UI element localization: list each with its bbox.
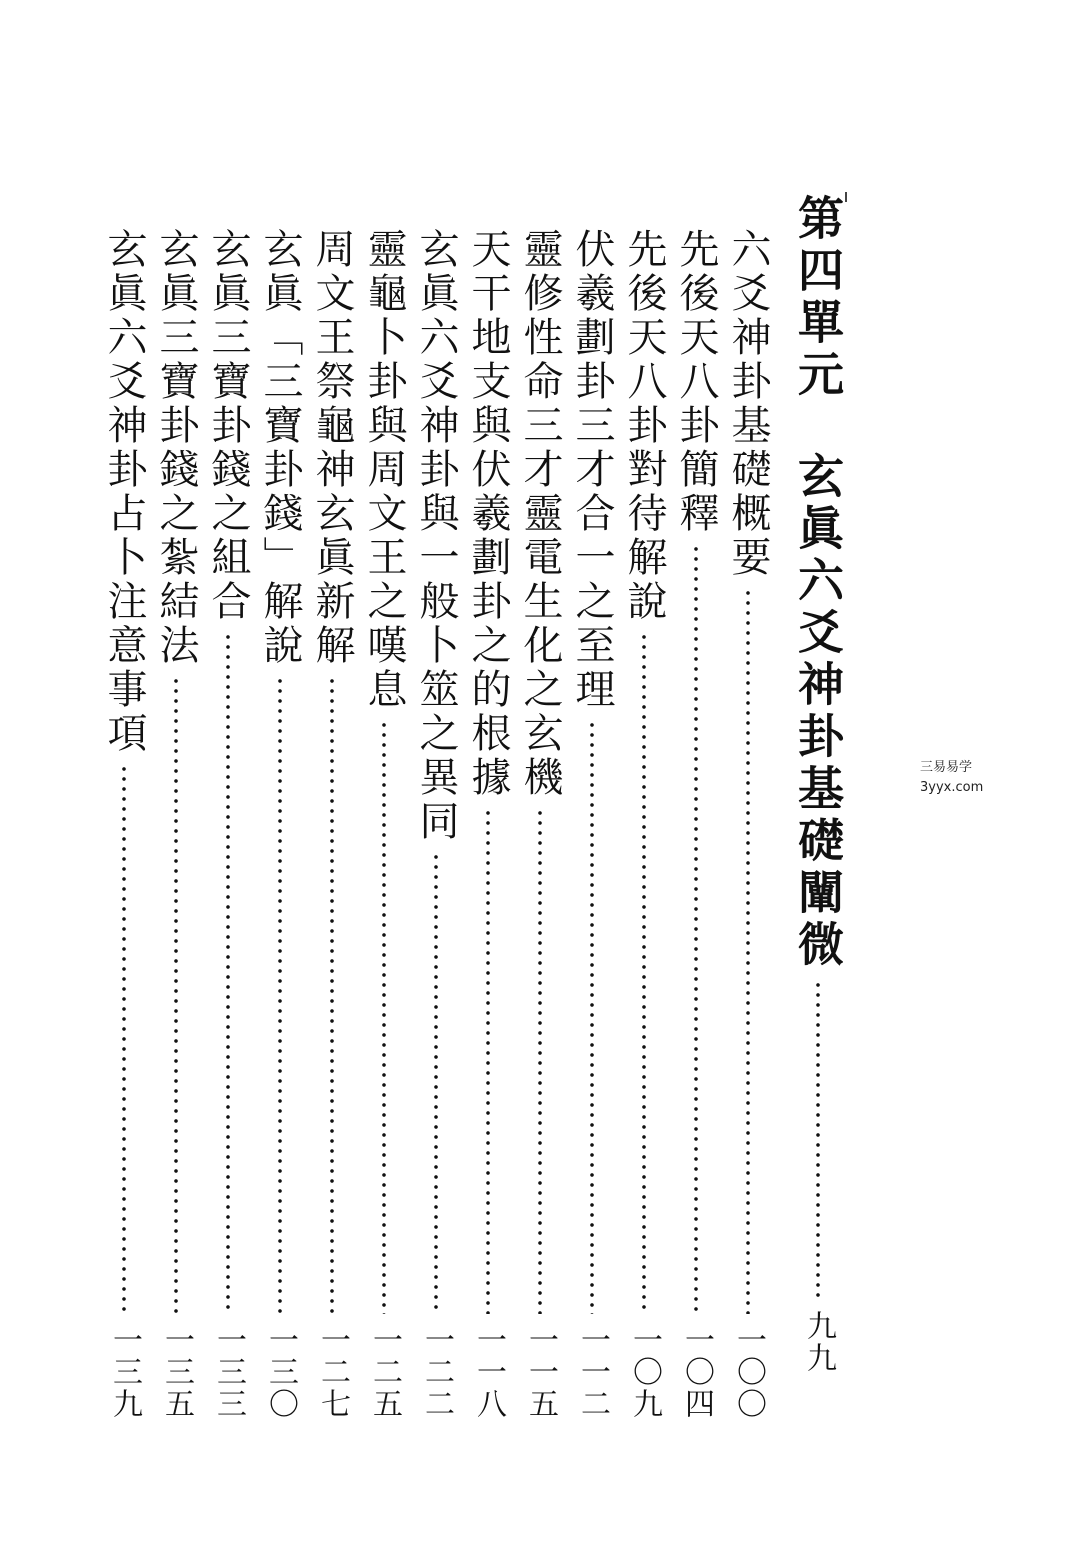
toc-entry-title: 玄眞三寶卦錢之紮結法 [153, 228, 199, 668]
toc-entry-title: 玄眞六爻神卦占卜注意事項 [101, 228, 147, 756]
toc-entry[interactable] [722, 228, 774, 1420]
leader-dots [641, 632, 647, 1314]
toc-entry[interactable] [202, 228, 254, 1420]
unit-title: 第四單元 [791, 194, 845, 402]
toc-entry[interactable] [670, 228, 722, 1420]
toc-entry-title: 周文王祭龜神玄眞新解 [309, 228, 355, 668]
leader-dots [277, 676, 283, 1314]
toc-entry-page: 一三〇 [263, 1324, 298, 1420]
unit-heading-column [786, 194, 850, 1394]
toc-entry[interactable] [410, 228, 462, 1420]
toc-entry-title: 靈修性命三才靈電生化之玄機 [517, 228, 563, 800]
leader-dots [225, 632, 231, 1314]
leader-dots [485, 808, 491, 1314]
leader-dots [381, 720, 387, 1314]
unit-subtitle: 玄眞六爻神卦基礎闡微 [791, 452, 845, 972]
toc-entry[interactable] [462, 228, 514, 1420]
toc-entry-title: 先後天八卦對待解說 [621, 228, 667, 624]
leader-dots [693, 544, 699, 1314]
leader-dots [537, 808, 543, 1314]
toc-entry-title: 先後天八卦簡釋 [673, 228, 719, 536]
toc-entry-page: 一二七 [315, 1324, 350, 1420]
toc-entry-title: 玄眞三寶卦錢之組合 [205, 228, 251, 624]
toc-entry-title: 玄眞「三寶卦錢」解說 [257, 228, 303, 668]
toc-entry-page: 一一二 [575, 1324, 610, 1420]
leader-dots [173, 676, 179, 1314]
watermark [920, 758, 1010, 798]
toc-entry[interactable] [150, 228, 202, 1420]
toc-entry[interactable] [98, 228, 150, 1420]
toc-entry-page: 一〇四 [679, 1324, 714, 1420]
leader-dots [589, 720, 595, 1314]
toc-entry-title: 天干地支與伏羲劃卦之的根據 [465, 228, 511, 800]
leader-dots [815, 980, 821, 1300]
watermark-name: 三易易学 [920, 760, 973, 775]
toc-entry[interactable] [566, 228, 618, 1420]
leader-dots [121, 764, 127, 1314]
leader-dots [433, 852, 439, 1314]
toc-entry-page: 一三五 [159, 1324, 194, 1420]
toc-entry-page: 一三九 [107, 1324, 142, 1420]
toc-entry-page: 一三三 [211, 1324, 246, 1420]
toc-entry-page: 一〇九 [627, 1324, 662, 1420]
toc-entry-page: 一一五 [523, 1324, 558, 1420]
toc-entry[interactable] [358, 228, 410, 1420]
toc-entry-title: 伏羲劃卦三才合一之至理 [569, 228, 615, 712]
unit-page-number: 九九 [801, 1310, 836, 1374]
leader-dots [745, 588, 751, 1314]
toc-entry[interactable] [618, 228, 670, 1420]
toc-entry[interactable] [306, 228, 358, 1420]
toc-entry-page: 一二二 [419, 1324, 454, 1420]
toc-entry-page: 一〇〇 [731, 1324, 766, 1420]
toc-entry-title: 玄眞六爻神卦與一般卜筮之異同 [413, 228, 459, 844]
toc-entry-page: 一二五 [367, 1324, 402, 1420]
watermark-url: 3yyx.com [920, 780, 984, 795]
toc-entry-title: 六爻神卦基礎概要 [725, 228, 771, 580]
toc-entry[interactable] [514, 228, 566, 1420]
toc-entry[interactable] [254, 228, 306, 1420]
toc-entry-title: 靈龜卜卦與周文王之嘆息 [361, 228, 407, 712]
leader-dots [329, 676, 335, 1314]
toc-entry-page: 一一八 [471, 1324, 506, 1420]
